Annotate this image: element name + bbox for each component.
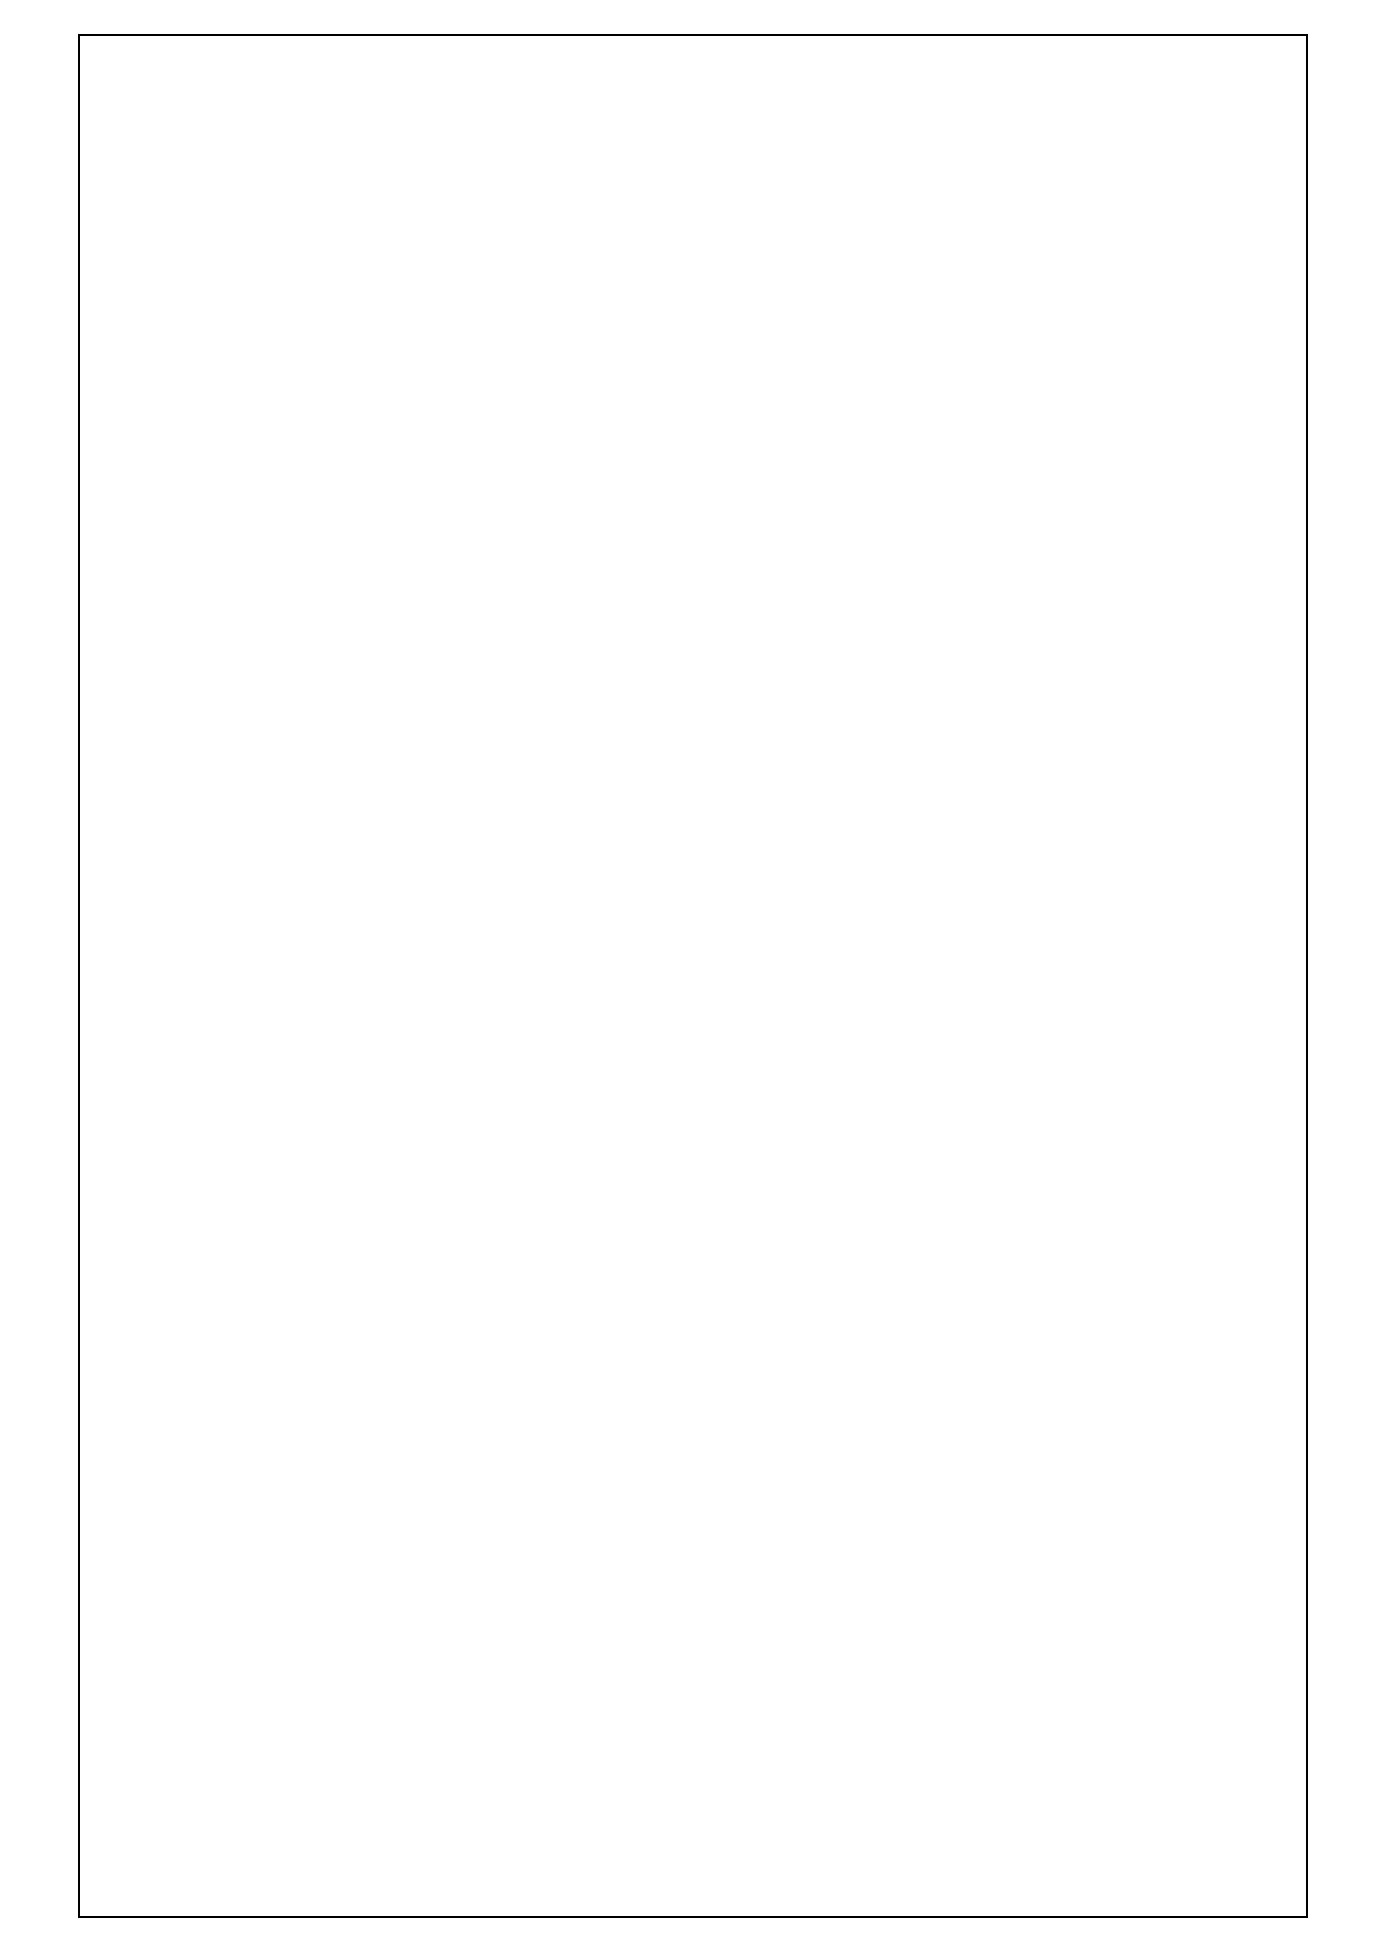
manual-sheet <box>78 34 1308 1918</box>
